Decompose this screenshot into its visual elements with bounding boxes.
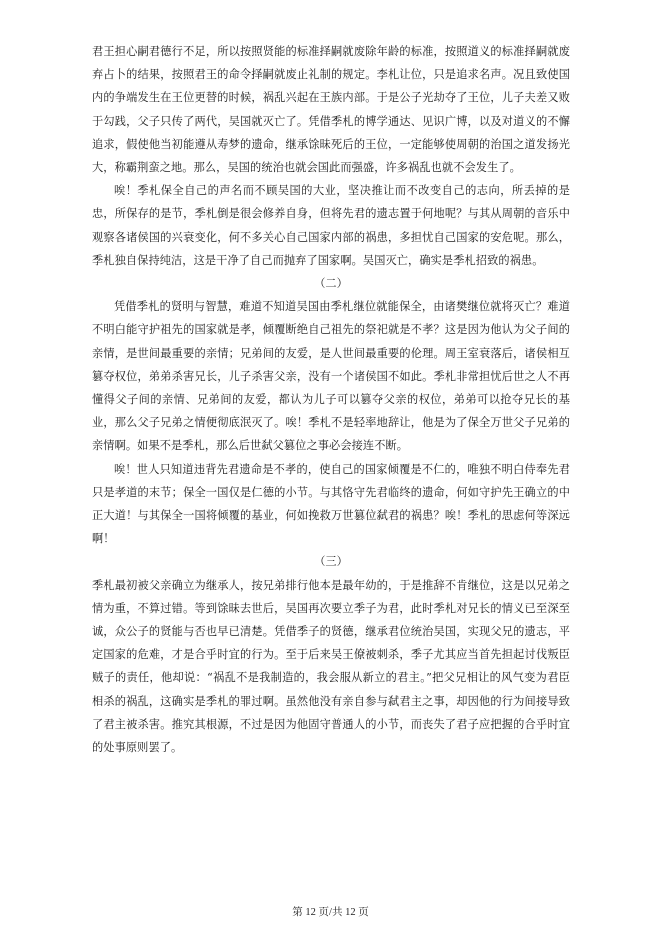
paragraph-4: 唉！世人只知道违背先君遗命是不孝的，使自己的国家倾覆是不仁的，唯独不明白侍奉先君只是孝道的末节；保全一国仅是仁德的小节。与其恪守先君临终的遗命，何如守护先王确立的中正大道！与其保全一国将倾覆的基业，何如挽救万世篡位弑君的祸患？唉！季札的思虑何等深远啊！ xyxy=(92,462,570,546)
section-heading-3: （三） xyxy=(314,555,348,569)
paragraph-1: 君王担心嗣君德行不足，所以按照贤能的标准择嗣就废除年龄的标准，按照道义的标准择嗣就废弃占卜的结果，按照君王的命令择嗣就废止礼制的规定。李札让位，只是追求名声。况且致使国内的争端发生在王位更替的时候，祸乱兴起在王族内部。于是公子光劫夺了王位，儿子夫差又败于勾践，父子只传了两代，吴国就灭亡了。凭借季札的博学通达、见识广博，以及对道义的不懈追求，假使他当初能遵从寿梦的遗命，继承馀昧死后的王位，一定能够使周朝的治国之道发扬光大，称霸荆蛮之地。那么，吴国的统治也就会国此而强盛，许多祸乱也就不会发生了。 xyxy=(92,45,570,175)
paragraph-5: 季札最初被父亲确立为继承人，按兄弟排行他本是最年幼的，于是推辞不肯继位，这是以兄弟之情为重，不算过错。等到馀昧去世后，吴国再次要立季子为君，此时季札对兄长的情义已至深至诚，众公子的贤能与否也早已清楚。凭借季子的贤德，继承君位统治吴国，实现父兄的遗志，平定国家的危难，才是合乎时宜的行为。至于后来吴王僚被刺杀，季子尤其应当首先担起讨伐叛臣贼子的责任，他却说：“祸乱不是我制造的，我会服从新立的君主。”把父兄相让的风气变为君臣相杀的祸乱，这确实是季札的罪过啊。虽然他没有亲自参与弑君主之事，却因他的行为间接导致了君主被杀害。推究其根源，不过是因为他固守普通人的小节，而丧失了君子应把握的合乎时宜的处事原则罢了。 xyxy=(92,578,570,755)
document-body xyxy=(92,40,570,759)
page-number: 第 12 页/共 12 页 xyxy=(292,907,369,918)
paragraph-3: 凭借季札的贤明与智慧，难道不知道吴国由季札继位就能保全，由诸樊继位就将灭亡？难道不明白能守护祖先的国家就是孝，倾覆断绝自己祖先的祭祀就是不孝？这是因为他认为父子间的亲情，是世间最重要的亲情；兄弟间的友爱，是人世间最重要的伦理。周王室衰落后，诸侯相互篡夺权位，弟弟杀害兄长，儿子杀害父亲，没有一个诸侯国不如此。季札非常担忧后世之人不再懂得父子间的亲情、兄弟间的友爱，都认为儿子可以篡夺父亲的权位，弟弟可以抢夺兄长的基业，那么父子兄弟之情便彻底泯灭了。唉！季札不是轻率地辞让，他是为了保全万世父子兄弟的亲情啊。如果不是季札，那么后世弑父篡位之事必会接连不断。 xyxy=(92,300,570,453)
paragraph-2: 唉！季札保全自己的声名而不顾吴国的大业，坚决推让而不改变自己的志向，所丢掉的是忠，所保存的是节，季札倒是很会修养自身，但将先君的遗志置于何地呢？与其从周朝的音乐中观察各诸侯国的兴衰变化，何不多关心自己国家内部的祸患，多担忧自己国家的安危呢。那么，季札独自保持纯洁，这是干净了自己而抛弃了国家啊。吴国灭亡，确实是季札招致的祸患。 xyxy=(92,184,570,267)
section-heading-2: （二） xyxy=(314,277,348,291)
